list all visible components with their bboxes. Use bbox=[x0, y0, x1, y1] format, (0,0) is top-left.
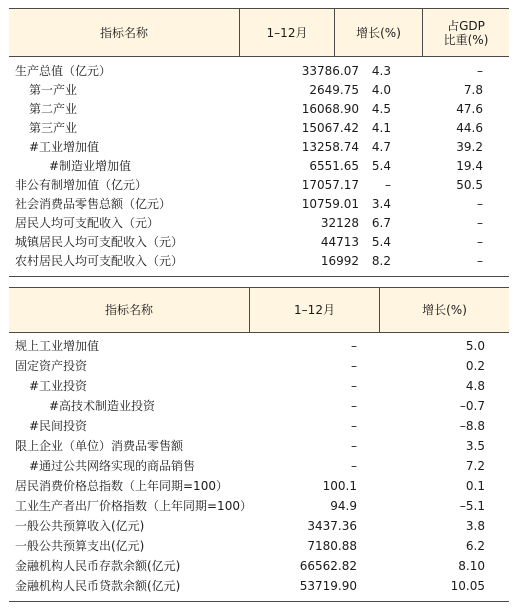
row-label: 第一产业 bbox=[29, 83, 78, 97]
table-row bbox=[9, 138, 509, 157]
row-gdp-share: – bbox=[477, 64, 483, 78]
row-growth: –5.1 bbox=[459, 499, 485, 513]
row-label: #通过公共网络实现的商品销售 bbox=[29, 459, 196, 473]
row-value: 15067.42 bbox=[301, 121, 359, 135]
row-value: 3437.36 bbox=[307, 519, 357, 533]
row-label: 居民人均可支配收入（元） bbox=[15, 216, 160, 230]
row-label: 限上企业（单位）消费品零售额 bbox=[15, 439, 184, 453]
row-growth: 7.2 bbox=[465, 459, 485, 473]
table-row bbox=[9, 377, 509, 396]
table-row bbox=[9, 337, 509, 356]
row-growth: 5.4 bbox=[371, 235, 391, 249]
row-value: 66562.82 bbox=[299, 559, 357, 573]
row-growth: 4.8 bbox=[465, 379, 485, 393]
row-value: 32128 bbox=[320, 216, 359, 230]
economic-indicators-table-2 bbox=[9, 287, 509, 605]
row-value: 17057.17 bbox=[301, 178, 359, 192]
row-growth: 3.5 bbox=[465, 439, 485, 453]
row-growth: 8.2 bbox=[371, 254, 391, 268]
row-label: 居民消费价格总指数（上年同期=100） bbox=[15, 479, 228, 493]
row-growth: 8.10 bbox=[458, 559, 485, 573]
row-value: – bbox=[351, 439, 357, 453]
row-value: – bbox=[351, 359, 357, 373]
row-value: 16992 bbox=[320, 254, 359, 268]
row-value: – bbox=[351, 459, 357, 473]
row-value: – bbox=[351, 399, 357, 413]
header-indicator-name: 指标名称 bbox=[104, 303, 153, 317]
row-value: – bbox=[351, 419, 357, 433]
row-growth: –0.7 bbox=[459, 399, 485, 413]
table-row bbox=[9, 195, 509, 214]
header-period: 1–12月 bbox=[266, 25, 308, 40]
row-label: 社会消费品零售总额（亿元） bbox=[15, 197, 172, 211]
row-value: 44713 bbox=[320, 235, 359, 249]
row-gdp-share: – bbox=[477, 197, 483, 211]
row-label: #工业增加值 bbox=[29, 140, 100, 154]
row-gdp-share: 39.2 bbox=[456, 140, 483, 154]
table-row bbox=[9, 417, 509, 436]
row-growth: 5.4 bbox=[371, 159, 391, 173]
table-row bbox=[9, 357, 509, 376]
economic-indicators-table bbox=[9, 8, 509, 277]
row-gdp-share: – bbox=[477, 254, 483, 268]
row-growth: 4.0 bbox=[371, 83, 391, 97]
table-header bbox=[9, 8, 509, 57]
table-body bbox=[9, 57, 509, 277]
table-row bbox=[9, 252, 509, 271]
row-label: 工业生产者出厂价格指数（上年同期=100） bbox=[15, 499, 252, 513]
row-gdp-share: 47.6 bbox=[456, 102, 483, 116]
row-label: 一般公共预算支出(亿元) bbox=[15, 539, 145, 553]
table-row bbox=[9, 119, 509, 138]
table-row bbox=[9, 477, 509, 496]
row-growth: 4.7 bbox=[371, 140, 391, 154]
table-header bbox=[9, 287, 509, 333]
row-label: #制造业增加值 bbox=[49, 159, 132, 173]
header-period: 1–12月 bbox=[294, 303, 335, 317]
header-gdp-share bbox=[423, 9, 509, 56]
table-row bbox=[9, 437, 509, 456]
row-growth: 3.8 bbox=[465, 519, 485, 533]
row-value: – bbox=[351, 339, 357, 353]
row-growth: –8.8 bbox=[459, 419, 485, 433]
row-label: 农村居民人均可支配收入（元） bbox=[15, 254, 184, 268]
table-row bbox=[9, 81, 509, 100]
row-growth: 4.3 bbox=[371, 64, 391, 78]
table-row bbox=[9, 577, 509, 596]
table-row bbox=[9, 557, 509, 576]
row-value: 100.1 bbox=[322, 479, 357, 493]
row-value: – bbox=[351, 379, 357, 393]
row-label: #民间投资 bbox=[29, 419, 88, 433]
table-bottom-rule bbox=[9, 601, 509, 602]
row-label: 金融机构人民币存款余额(亿元) bbox=[15, 559, 181, 573]
row-value: 13258.74 bbox=[301, 140, 359, 154]
header-gdp-share-line1: 占GDP bbox=[447, 18, 485, 33]
row-label: 固定资产投资 bbox=[15, 359, 88, 373]
row-label: #高技术制造业投资 bbox=[49, 399, 156, 413]
table-row bbox=[9, 517, 509, 536]
row-label: 规上工业增加值 bbox=[15, 339, 100, 353]
header-growth: 增长(%) bbox=[356, 25, 401, 40]
row-growth: 6.2 bbox=[465, 539, 485, 553]
row-growth: 3.4 bbox=[371, 197, 391, 211]
table-row bbox=[9, 233, 509, 252]
header-gdp-share-line2: 比重(%) bbox=[443, 32, 489, 47]
row-growth: – bbox=[385, 178, 391, 192]
header-indicator-name: 指标名称 bbox=[99, 25, 148, 40]
row-growth: 0.1 bbox=[465, 479, 485, 493]
row-value: 94.9 bbox=[330, 499, 357, 513]
row-label: 生产总值（亿元） bbox=[15, 64, 112, 78]
table-row bbox=[9, 157, 509, 176]
table-row bbox=[9, 214, 509, 233]
row-value: 7180.88 bbox=[307, 539, 357, 553]
table-row bbox=[9, 537, 509, 556]
table-row bbox=[9, 397, 509, 416]
row-growth: 5.0 bbox=[465, 339, 485, 353]
row-label: 第二产业 bbox=[29, 102, 78, 116]
table-row bbox=[9, 100, 509, 119]
row-value: 2649.75 bbox=[309, 83, 359, 97]
row-label: #工业投资 bbox=[29, 379, 88, 393]
table-row bbox=[9, 62, 509, 81]
table-row bbox=[9, 457, 509, 476]
row-gdp-share: – bbox=[477, 235, 483, 249]
row-gdp-share: 50.5 bbox=[456, 178, 483, 192]
row-growth: 0.2 bbox=[465, 359, 485, 373]
row-gdp-share: 44.6 bbox=[456, 121, 483, 135]
row-value: 10759.01 bbox=[301, 197, 359, 211]
row-label: 一般公共预算收入(亿元) bbox=[15, 519, 145, 533]
row-label: 非公有制增加值（亿元） bbox=[15, 178, 148, 192]
row-value: 53719.90 bbox=[299, 579, 357, 593]
row-value: 33786.07 bbox=[301, 64, 359, 78]
header-growth: 增长(%) bbox=[422, 303, 467, 317]
row-gdp-share: – bbox=[477, 216, 483, 230]
table-bottom-rule bbox=[9, 276, 509, 277]
row-gdp-share: 7.8 bbox=[463, 83, 483, 97]
row-gdp-share: 19.4 bbox=[456, 159, 483, 173]
row-value: 16068.90 bbox=[301, 102, 359, 116]
row-growth: 6.7 bbox=[371, 216, 391, 230]
row-growth: 4.5 bbox=[371, 102, 391, 116]
table-row bbox=[9, 497, 509, 516]
row-growth: 4.1 bbox=[371, 121, 391, 135]
table-row bbox=[9, 176, 509, 195]
row-label: 金融机构人民币贷款余额(亿元) bbox=[15, 579, 181, 593]
row-label: 第三产业 bbox=[29, 121, 78, 135]
table-body bbox=[9, 333, 509, 605]
row-value: 6551.65 bbox=[309, 159, 359, 173]
row-label: 城镇居民人均可支配收入（元） bbox=[15, 235, 184, 249]
row-growth: 10.05 bbox=[450, 579, 485, 593]
